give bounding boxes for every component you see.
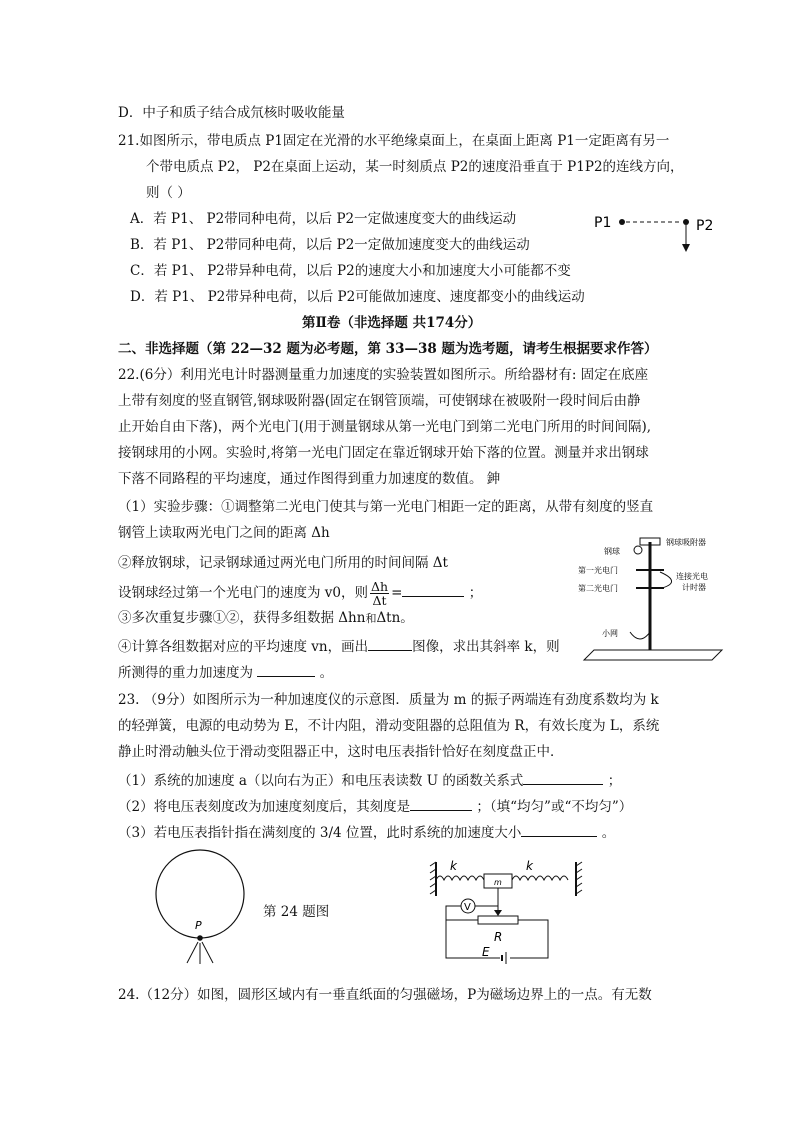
- q22-step4: ④计算各组数据对应的平均速度 vn，画出 图像，求出其斜率 k，则: [118, 636, 560, 657]
- label-gate1: 第一光电门: [578, 566, 618, 575]
- label-mass: m: [494, 878, 502, 887]
- fig24-caption: 第 24 题图: [263, 904, 330, 920]
- q22-line1: 22.(6分）利用光电计时器测量重力加速度的实验装置如图所示。所给器材有: 固定在底座: [118, 367, 649, 383]
- q22-line4: 接钢球用的小网。实验时,将第一光电门固定在靠近钢球开始下落的位置。测量并求出钢球: [118, 445, 649, 461]
- q22-step3b: ③多次重复步骤①②，获得多组数据 Δhn和Δtn。: [118, 610, 414, 626]
- resistor: [478, 916, 518, 924]
- label-timer: 计时器: [682, 583, 706, 592]
- q22-step1-line2: 钢管上读取两光电门之间的距离 Δh: [118, 525, 330, 541]
- dh-over-dt-fraction: $\frac{\Delta h}{\Delta t}$: [371, 579, 389, 608]
- catch-net: [630, 632, 650, 639]
- label-p: P: [195, 919, 202, 932]
- q24-line1: 24.（12分）如图，圆形区域内有一垂直纸面的匀强磁场，P为磁场边界上的一点。有无数: [118, 987, 652, 1003]
- part2-title: 第Ⅱ卷（非选择题 共174分）: [302, 315, 482, 331]
- label-gate2: 第二光电门: [578, 584, 618, 593]
- q22-step1-line1: （1）实验步骤：①调整第二光电门使其与第一光电门相距一定的距离，从带有刻度的竖直: [118, 499, 654, 515]
- label-voltmeter: V: [464, 902, 471, 913]
- point-p: [197, 935, 203, 941]
- steel-ball: [634, 546, 642, 554]
- q24-magnetic-field-figure: [150, 848, 260, 972]
- particle-arrow-1-icon: [187, 942, 198, 963]
- q22-step3: 设钢球经过第一个光电门的速度为 v0，则 $\frac{\Delta h}{\Delta t}$ = ；: [118, 579, 483, 608]
- p1-point: [619, 219, 625, 225]
- q22-step4b: 所测得的重力加速度为 。: [118, 662, 333, 683]
- right-spring: [512, 876, 568, 880]
- q21-stem-line1: 21.如图所示，带电质点 P1固定在光滑的水平绝缘桌面上，在桌面上距离 P1一定距离有另一: [118, 133, 670, 149]
- q21-option-a: A．若 P1、 P2带同种电荷，以后 P2一定做速度变大的曲线运动: [130, 211, 517, 227]
- label-connect: 连接光电: [676, 572, 708, 581]
- q21-label-p2: P2: [696, 218, 714, 234]
- answer-blank-1: [402, 582, 464, 597]
- q22-line3: 止开始自由下落)，两个光电门(用于测量钢球从第一光电门到第二光电门所用的时间间隔),: [118, 419, 652, 435]
- q23-line3: 静止时滑动触头位于滑动变阻器正中，这时电压表指针恰好在刻度盘正中．: [118, 744, 564, 760]
- q21-option-b: B．若 P1、 P2带同种电荷，以后 P2一定做加速度变大的曲线运动: [130, 237, 530, 253]
- p2-point: [683, 219, 689, 225]
- answer-blank-4: [523, 770, 603, 785]
- particle-arrow-3-icon: [202, 942, 213, 963]
- q23-part3: （3）若电压表指针指在满刻度的 3/4 位置，此时系统的加速度大小 。: [118, 822, 615, 843]
- q21-label-p1: P1: [594, 215, 612, 231]
- q20-option-d: D．中子和质子结合成氘核时吸收能量: [118, 105, 345, 121]
- left-spring: [436, 876, 484, 880]
- answer-blank-6: [521, 822, 597, 837]
- label-adsorber: 钢球吸附器: [666, 538, 706, 547]
- q21-option-c: C．若 P1、 P2带异种电荷，以后 P2的速度大小和加速度大小可能都不变: [130, 263, 571, 279]
- label-net: 小网: [602, 629, 618, 638]
- label-emf: E: [482, 945, 490, 959]
- q21-figure: [590, 208, 730, 258]
- label-k-right: k: [526, 859, 533, 873]
- q22-apparatus-figure: [572, 532, 732, 668]
- answer-blank-3: [257, 662, 315, 677]
- q23-part1: （1）系统的加速度 a（以向右为正）和电压表读数 U 的函数关系式 ；: [118, 770, 621, 791]
- label-resistor: R: [494, 930, 503, 944]
- part2-section-heading: 二、非选择题（第 22—32 题为必考题，第 33—38 题为选考题，请考生根据要求作答）: [118, 341, 658, 357]
- q23-line2: 的轻弹簧，电源的电动势为 E，不计内阻，滑动变阻器的总阻值为 R，有效长度为 L，系统: [118, 718, 660, 734]
- label-ball: 钢球: [604, 547, 620, 556]
- q23-line1: 23. （9分）如图所示为一种加速度仪的示意图．质量为 m 的振子两端连有劲度系数均为 k: [118, 692, 659, 708]
- answer-blank-5: [410, 796, 472, 811]
- q23-part2: （2）将电压表刻度改为加速度刻度后，其刻度是 ；（填“均匀”或“不均匀”）: [118, 796, 632, 817]
- q21-option-d: D．若 P1、 P2带异种电荷，以后 P2可能做加速度、速度都变小的曲线运动: [130, 289, 585, 305]
- q23-accelerometer-figure: [428, 850, 584, 972]
- q22-line5: 下落不同路程的平均速度，通过作图得到重力加速度的数值。 鉮: [118, 471, 501, 487]
- q22-line2: 上带有刻度的竖直钢管,钢球吸附器(固定在钢管顶端，可使钢球在被吸附一段时间后由静: [118, 393, 641, 409]
- q22-step2: ②释放钢球，记录钢球通过两光电门所用的时间间隔 Δt: [118, 555, 448, 571]
- q21-stem-line2: 个带电质点 P2， P2在桌面上运动，某一时刻质点 P2的速度沿垂直于 P1P2的连线方向，: [146, 159, 684, 175]
- label-k-left: k: [450, 859, 457, 873]
- q21-stem-line3: 则（ ）: [146, 185, 191, 201]
- answer-blank-2: [368, 636, 412, 651]
